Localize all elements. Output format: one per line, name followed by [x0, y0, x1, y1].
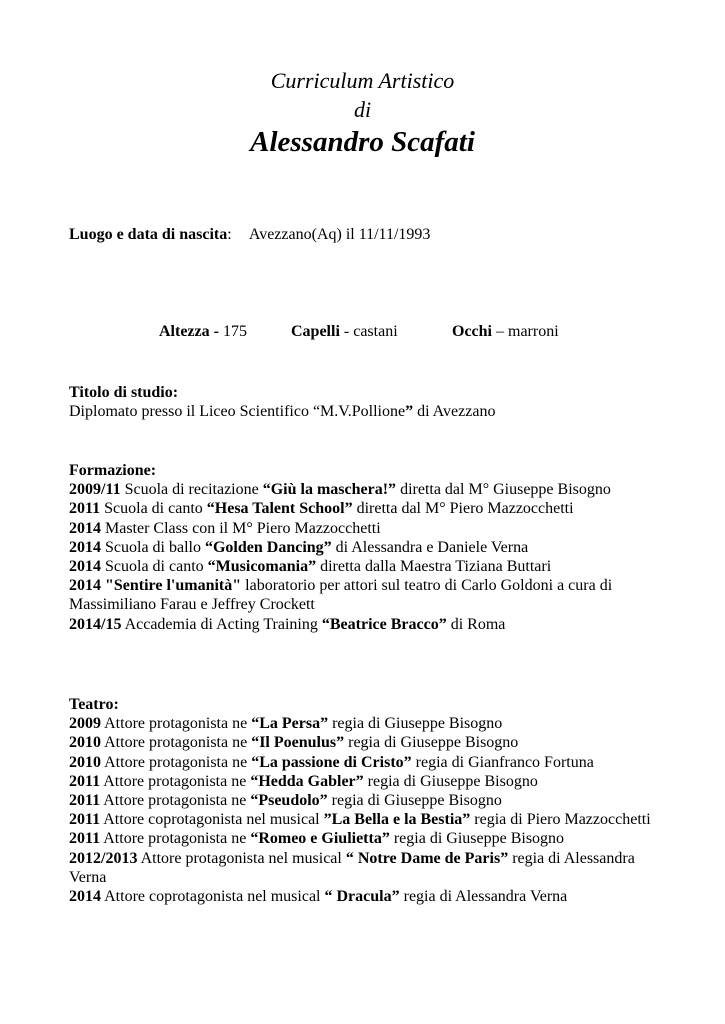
training-item [69, 557, 669, 576]
training-item [69, 538, 669, 557]
birth-value: Avezzano(Aq) il 11/11/1993 [248, 226, 431, 243]
theatre-item-year: 2012/2013 [69, 849, 138, 867]
theatre-item-title: “La passione di Cristo” [251, 753, 412, 771]
training-item-text-after: di Alessandra e Daniele Verna [331, 538, 529, 556]
hair-label: Capelli [291, 323, 340, 340]
study-text [69, 402, 669, 421]
theatre-item-year: 2009 [69, 715, 101, 733]
theatre-heading: Teatro: [69, 696, 119, 713]
theatre-item-text-after: regia di Piero Mazzocchetti [470, 811, 651, 829]
theatre-section [69, 695, 669, 906]
theatre-item-title: “Hedda Gabler” [250, 772, 364, 790]
training-item-title: “Beatrice Bracco” [321, 615, 447, 633]
theatre-item-title: ”La Bella e la Bestia” [323, 811, 471, 829]
theatre-item-text: Attore protagonista ne [101, 753, 252, 771]
theatre-item-year: 2011 [69, 830, 101, 848]
training-item-text-after: laboratorio per attori sul teatro di Carlo Goldoni a cura di Massimiliano Farau e Jeffrey Crockett [69, 577, 613, 614]
theatre-item-title: “La Persa” [251, 715, 329, 733]
theatre-item-year: 2014 [69, 888, 101, 906]
theatre-item [69, 791, 669, 810]
theatre-item-text: Attore protagonista nel musical [137, 849, 346, 867]
training-item-text: Scuola di canto [101, 558, 208, 576]
training-item-text: Master Class con il M° Piero Mazzocchetti [101, 519, 381, 537]
training-item [69, 499, 669, 518]
training-item [69, 480, 669, 499]
training-item-title: “Golden Dancing” [204, 538, 332, 556]
theatre-item-year: 2011 [69, 792, 101, 810]
hair-info [291, 322, 398, 342]
theatre-item-text-after: regia di Giuseppe Bisogno [363, 772, 538, 790]
theatre-item-text: Attore protagonista ne [100, 772, 251, 790]
training-item-year: 2011 [69, 500, 101, 518]
theatre-item [69, 753, 669, 772]
theatre-item-text: Attore protagonista ne [100, 830, 251, 848]
study-quote-end: ” [405, 403, 414, 421]
training-item [69, 576, 669, 614]
eyes-label: Occhi [452, 323, 492, 340]
theatre-item [69, 733, 669, 752]
training-item-text: Accademia di Acting Training [121, 615, 322, 633]
study-text-main: Diplomato presso il Liceo Scientifico “M.V.Pollione [69, 403, 406, 421]
training-item-text: Scuola di recitazione [120, 481, 263, 499]
training-item-title: “Giù la maschera!” [262, 481, 397, 499]
birth-info [69, 225, 430, 245]
height-label: Altezza - [159, 323, 219, 340]
theatre-item-text-after: regia di Gianfranco Fortuna [411, 753, 594, 771]
training-item-title: “Musicomania” [207, 558, 317, 576]
height-value: 175 [222, 323, 247, 340]
theatre-item-title: “ Dracula” [324, 888, 400, 906]
theatre-item-text-after: regia di Giuseppe Bisogno [344, 734, 519, 752]
theatre-item-text-after: regia di Giuseppe Bisogno [328, 715, 503, 733]
theatre-item-text: Attore coprotagonista nel musical [101, 888, 325, 906]
theatre-item-text: Attore protagonista ne [101, 734, 252, 752]
study-heading: Titolo di studio: [69, 384, 179, 401]
training-section [69, 461, 669, 634]
theatre-item-title: “Pseudolo” [250, 792, 328, 810]
training-item-year: 2014 [69, 538, 101, 556]
training-item-year: 2014/15 [69, 615, 122, 633]
training-item [69, 615, 669, 634]
hair-value: - castani [343, 323, 398, 340]
theatre-item-text: Attore protagonista ne [100, 792, 251, 810]
eyes-value: – marroni [496, 323, 559, 340]
eyes-info [452, 322, 559, 342]
theatre-item-title: “ Notre Dame de Paris” [345, 849, 509, 867]
training-item-title: "Sentire l'umanità" [105, 577, 242, 595]
training-list [69, 480, 669, 634]
training-item-year: 2014 [69, 558, 101, 576]
height-info [159, 322, 247, 342]
theatre-item-text-after: regia di Giuseppe Bisogno [389, 830, 565, 848]
theatre-item-year: 2011 [69, 772, 101, 790]
training-item-text: Scuola di ballo [101, 538, 205, 556]
training-item-title: “Hesa Talent School” [206, 500, 353, 518]
page-title-name: Alessandro Scafati [250, 126, 475, 158]
training-item-year: 2014 [69, 577, 101, 595]
training-item-text-after: diretta dal M° Giuseppe Bisogno [396, 481, 611, 499]
theatre-item-text-after: regia di Giuseppe Bisogno [327, 792, 502, 810]
study-section [69, 383, 669, 421]
theatre-item [69, 772, 669, 791]
theatre-item-year: 2011 [69, 811, 101, 829]
title-line-2: di [353, 97, 372, 122]
title-line-1: Curriculum Artistico [270, 68, 455, 93]
theatre-item-text: Attore coprotagonista nel musical [100, 811, 324, 829]
training-item-year: 2009/11 [69, 481, 121, 499]
training-item [69, 519, 669, 538]
theatre-item [69, 810, 669, 829]
theatre-list [69, 714, 669, 906]
theatre-item [69, 887, 669, 906]
title-block [0, 66, 725, 160]
theatre-item-text-after: regia di Alessandra Verna [69, 849, 635, 886]
theatre-item [69, 714, 669, 733]
theatre-item-text: Attore protagonista ne [101, 715, 252, 733]
theatre-item [69, 829, 669, 848]
training-item-text-after: di Roma [446, 615, 506, 633]
theatre-item-text-after: regia di Alessandra Verna [399, 888, 568, 906]
theatre-item-title: “Romeo e Giulietta” [250, 830, 390, 848]
training-item-text-after: diretta dal M° Piero Mazzocchetti [352, 500, 574, 518]
theatre-item-title: “Il Poenulus” [251, 734, 345, 752]
theatre-item [69, 849, 669, 887]
theatre-item-year: 2010 [69, 753, 101, 771]
training-item-year: 2014 [69, 519, 101, 537]
birth-colon: : [227, 226, 232, 243]
training-item-text-after: diretta dalla Maestra Tiziana Buttari [316, 558, 552, 576]
training-item-text: Scuola di canto [100, 500, 207, 518]
birth-label: Luogo e data di nascita [69, 226, 228, 243]
theatre-item-year: 2010 [69, 734, 101, 752]
study-text-after: di Avezzano [413, 403, 496, 421]
training-heading: Formazione: [69, 462, 157, 479]
